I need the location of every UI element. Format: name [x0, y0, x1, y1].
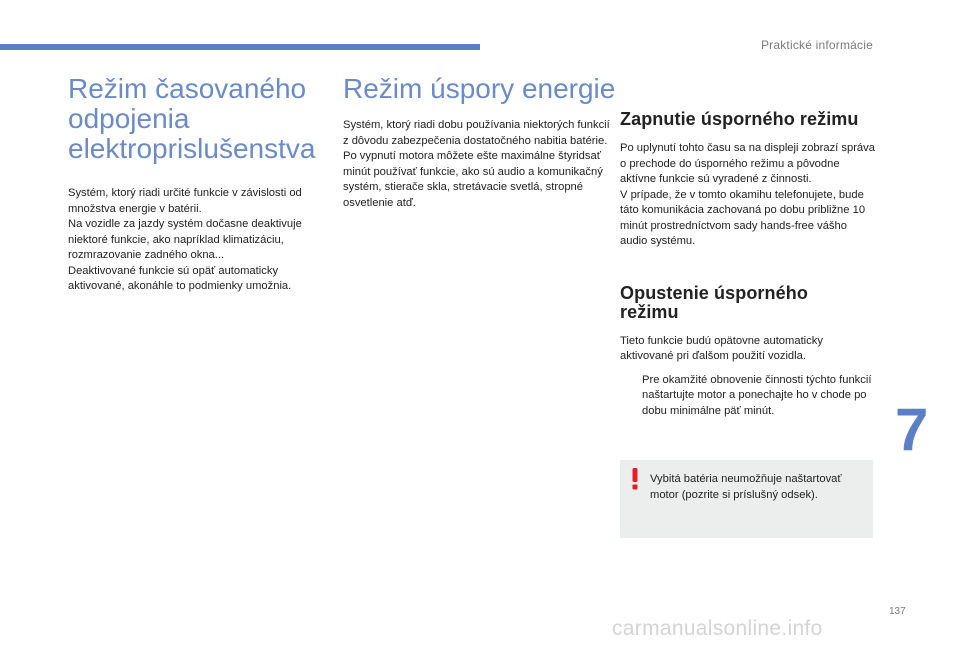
- activation-paragraph: Po uplynutí tohto času sa na displeji zobrazí správa o prechode do úsporného režimu a pôvodne aktívne funkcie sú vyradené z činnosti.: [620, 142, 875, 185]
- timer-paragraph: Deaktivované funkcie sú opäť automaticky aktivované, akonáhle to podmienky umožnia.: [68, 264, 292, 292]
- watermark: carmanualsonline.info: [612, 617, 823, 640]
- timer-paragraph: Systém, ktorý riadi určité funkcie v závislosti od množstva energie v batérii.: [68, 187, 302, 215]
- chapter-number: 7: [895, 396, 929, 463]
- timer-section: [68, 74, 328, 295]
- bullet-icon: [620, 373, 642, 420]
- page-number: 137: [889, 606, 906, 617]
- header-accent-bar: [0, 44, 480, 50]
- bullet-text: Pre okamžité obnovenie činnosti týchto funkcií naštartujte motor a ponechajte ho v chode po dobu minimálne päť minút.: [642, 373, 872, 417]
- activation-paragraph: V prípade, že v tomto okamihu telefonujete, bude táto komunikácia zachovaná po dobu približne 10 minút prostredníctvom sady hands-free vášho audio systému.: [620, 188, 866, 247]
- title-line: elektroprislušenstva: [68, 133, 316, 164]
- warning-text: Vybitá batéria neumožňuje naštartovať motor (pozrite si príslušný odsek).: [650, 473, 842, 501]
- energy-saving-section: [343, 73, 616, 211]
- title-line: režimu: [620, 301, 679, 322]
- title-line: odpojenia: [68, 103, 190, 134]
- warning-exclamation-icon: [630, 468, 640, 490]
- energy-paragraph: Systém, ktorý riadi dobu používania niektorých funkcií z dôvodu zabezpečenia dostatočného nabitia batérie.: [343, 119, 610, 147]
- warning-box: [620, 460, 873, 538]
- activation-title: Zapnutie úsporného režimu: [620, 109, 859, 129]
- energy-subsections: [620, 110, 876, 419]
- running-header: Praktické informácie: [760, 38, 873, 52]
- timer-section-title: [68, 74, 328, 164]
- title-line: Režim časovaného: [68, 73, 307, 104]
- exit-title: [620, 284, 876, 322]
- title-line: Opustenie úsporného: [620, 282, 808, 303]
- exit-paragraph: Tieto funkcie budú opätovne automaticky aktivované pri ďalšom použití vozidla.: [620, 334, 823, 362]
- energy-saving-title: Režim úspory energie: [343, 73, 616, 104]
- energy-paragraph: Po vypnutí motora môžete ešte maximálne štyridsať minút používať funkcie, ako sú audio a komunikačný systém, stierače skla, stretávacie svetlá, stropné osvetlenie atď.: [343, 150, 603, 209]
- timer-paragraph: Na vozidle za jazdy systém dočasne deaktivuje niektoré funkcie, ako napríklad klimatizáciu, rozmrazovanie zadného okna...: [68, 218, 302, 261]
- bullet-item: [620, 373, 876, 420]
